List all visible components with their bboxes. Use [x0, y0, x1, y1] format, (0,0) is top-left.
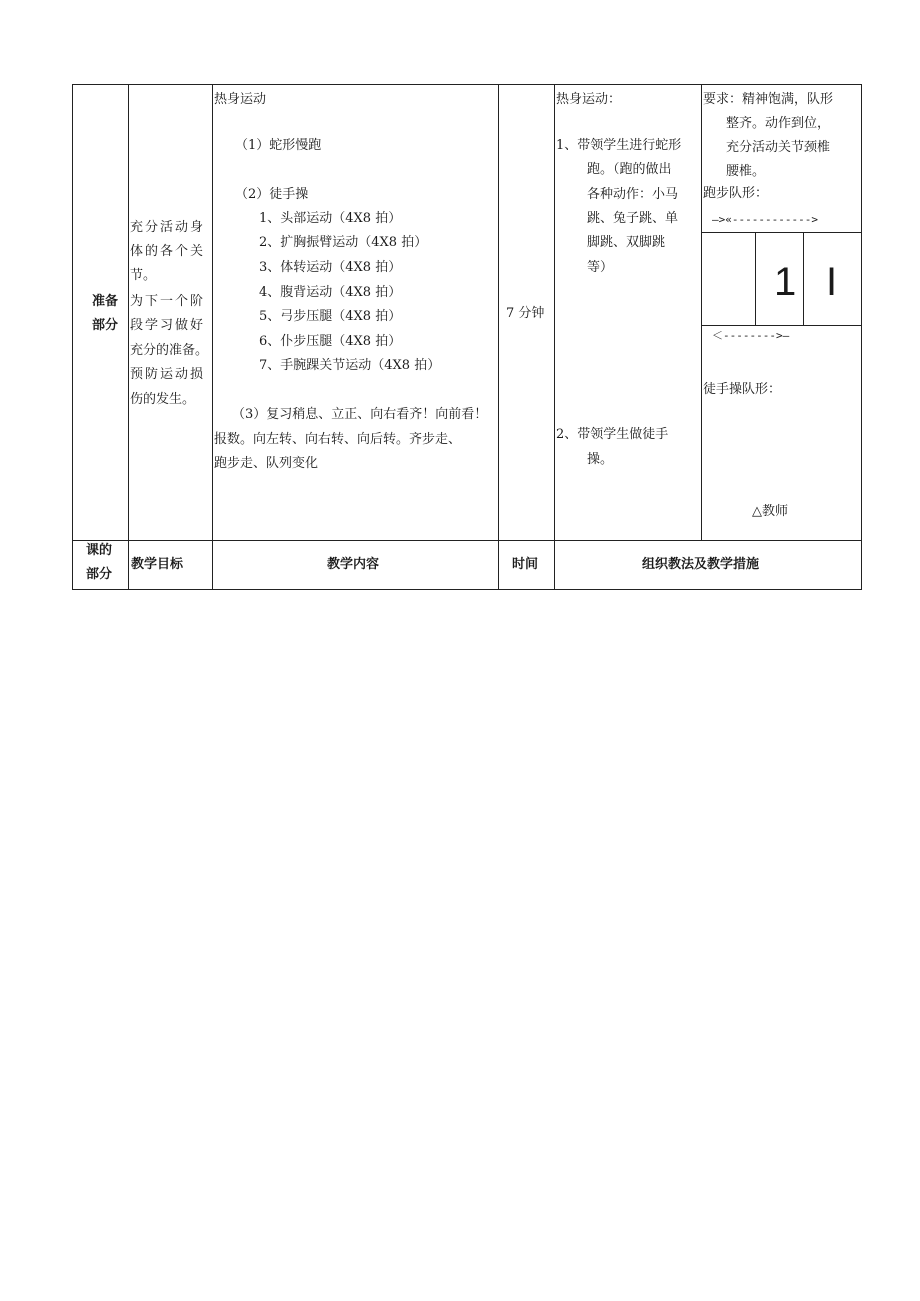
requirement-line: 腰椎。 [726, 164, 766, 179]
header-content: 教学内容 [327, 557, 380, 572]
content-item-1: （1）蛇形慢跑 [235, 138, 322, 153]
goal-line: 节。 [130, 268, 157, 283]
teacher-mark: △教师 [752, 504, 788, 519]
method-1-line: 跳、兔子跳、单 [587, 211, 679, 226]
goal-line: 充分活动身 [130, 220, 206, 235]
header-goal: 教学目标 [131, 557, 184, 572]
time-value: 7 分钟 [506, 306, 545, 321]
goal-line: 预防运动损 [130, 367, 206, 382]
exercise-item: 2、扩胸振臂运动（4X8 拍） [259, 235, 428, 250]
method-2-line: 操。 [587, 452, 614, 467]
section-label-line2: 部分 [92, 318, 119, 333]
content-item-3-line: （3）复习稍息、立正、向右看齐！向前看！ [232, 407, 488, 422]
method-2-line: 2、带领学生做徒手 [556, 427, 669, 442]
content-item-3-line: 报数。向左转、向右转、向后转。齐步走、 [214, 432, 462, 447]
goal-line: 为下一个阶 [130, 294, 206, 309]
running-arrow-bottom: ＜-------->— [712, 329, 790, 342]
calisthenics-formation-label: 徒手操队形： [703, 382, 782, 397]
formation-mark-one: 1 [774, 260, 797, 304]
requirement-line: 充分活动关节颈椎 [726, 140, 831, 155]
header-section-line2: 部分 [86, 567, 113, 582]
content-item-3-line: 跑步走、队列变化 [214, 456, 319, 471]
exercise-item: 7、手腕踝关节运动（4X8 拍） [259, 358, 441, 373]
exercise-item: 5、弓步压腿（4X8 拍） [259, 309, 402, 324]
goal-line: 伤的发生。 [130, 392, 196, 407]
method-1-line: 脚跳、双脚跳 [587, 235, 666, 250]
method-1-line: 跑。（跑的做出 [587, 162, 672, 177]
method-1-line: 1、带领学生进行蛇形 [556, 138, 682, 153]
method-1-line: 等） [587, 260, 614, 275]
goal-line: 体的各个关 [130, 244, 206, 259]
method-1-line: 各种动作：小马 [587, 187, 679, 202]
section-label-line1: 准备 [92, 294, 119, 309]
header-section-line1: 课的 [86, 543, 113, 558]
exercise-item: 3、体转运动（4X8 拍） [259, 260, 402, 275]
goal-line: 充分的准备。 [130, 343, 209, 358]
methods-title: 热身运动： [556, 92, 622, 107]
exercise-item: 6、仆步压腿（4X8 拍） [259, 334, 402, 349]
requirement-line: 要求：精神饱满，队形 [703, 92, 834, 107]
exercise-item: 1、头部运动（4X8 拍） [259, 211, 402, 226]
goal-line: 段学习做好 [130, 318, 206, 333]
content-item-2: （2）徒手操 [235, 187, 309, 202]
header-time: 时间 [512, 557, 539, 572]
content-title: 热身运动 [214, 92, 267, 107]
header-method: 组织教法及教学措施 [642, 557, 760, 572]
formation-mark-bar: I [826, 260, 838, 304]
running-formation-label: 跑步队形： [703, 186, 769, 201]
requirement-line: 整齐。动作到位， [726, 116, 831, 131]
running-arrow-top: —>«------------> [712, 213, 818, 226]
exercise-item: 4、腹背运动（4X8 拍） [259, 285, 402, 300]
